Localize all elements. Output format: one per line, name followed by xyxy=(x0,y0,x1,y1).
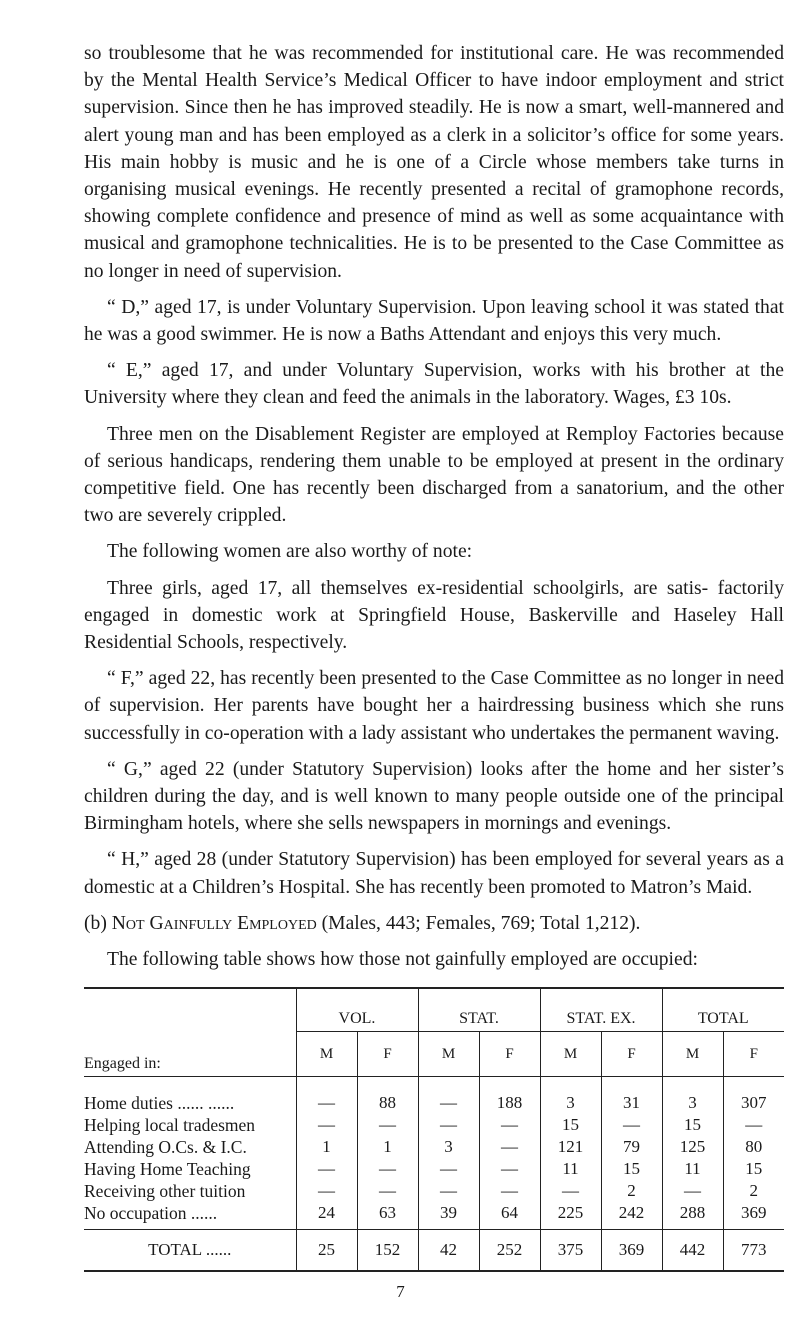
table-cell: 88 xyxy=(357,1077,418,1114)
sub-header: M xyxy=(418,1032,479,1077)
table-cell: 3 xyxy=(540,1077,601,1114)
table-cell: 225 xyxy=(540,1201,601,1230)
table-cell: 11 xyxy=(540,1157,601,1179)
sub-header: M xyxy=(296,1032,357,1077)
row-label: Home duties ...... ...... xyxy=(84,1077,296,1114)
total-cell: 442 xyxy=(662,1230,723,1272)
document-page xyxy=(84,40,784,1272)
total-row xyxy=(84,1230,784,1272)
table-cell: 63 xyxy=(357,1201,418,1230)
table-cell: 15 xyxy=(540,1113,601,1135)
paragraph-d: “ D,” aged 17, is under Voluntary Supervision. Upon leaving school it was stated that he was a good swimmer. He is now a Baths Attendant and enjoys this very much. xyxy=(84,296,784,346)
paragraph-three-girls: Three girls, aged 17, all themselves ex-residential schoolgirls, are satis- factorily engaged in domestic work at Springfield House, Baskerville and Haseley Hall Residential Schools, respectively. xyxy=(84,577,784,654)
table-row xyxy=(84,1113,784,1135)
row-label: Helping local tradesmen xyxy=(84,1115,256,1136)
table-cell: 11 xyxy=(662,1157,723,1179)
table-cell: 2 xyxy=(601,1179,662,1201)
table-row xyxy=(84,1135,784,1157)
paragraph-remploy: Three men on the Disablement Register are employed at Remploy Factories because of serious handicaps, rendering them unable to be employed at present in the ordinary competitive field. One has recently been discharged from a sanatorium, and the other two are severely crippled. xyxy=(84,423,784,527)
table-cell: — xyxy=(479,1179,540,1201)
paragraph-women-intro: The following women are also worthy of note: xyxy=(107,541,473,563)
paragraph-f: “ F,” aged 22, has recently been presented to the Case Committee as no longer in need of supervision. Her parents have bought her a hairdressing business which she runs successfully in co-operation with a lady assistant who undertakes the permanent waving. xyxy=(84,668,784,744)
table-cell: — xyxy=(418,1113,479,1135)
table-cell: — xyxy=(601,1113,662,1135)
table-cell: — xyxy=(418,1179,479,1201)
sub-header: F xyxy=(479,1032,540,1077)
table-intro: The following table shows how those not gainfully employed are occupied: xyxy=(107,949,698,971)
section-prefix: (b) xyxy=(84,912,112,934)
table-cell: — xyxy=(479,1135,540,1157)
table-cell: — xyxy=(357,1157,418,1179)
paragraph-h: “ H,” aged 28 (under Statutory Supervision) has been employed for several years as a domestic at a Children’s Hospital. She has recently been promoted to Matron’s Maid. xyxy=(84,849,784,898)
table-cell: — xyxy=(540,1179,601,1201)
table-row xyxy=(84,1157,784,1179)
table-cell: 31 xyxy=(601,1077,662,1114)
table-cell: 242 xyxy=(601,1201,662,1230)
table-cell: — xyxy=(296,1077,357,1114)
total-cell: 369 xyxy=(601,1230,662,1272)
table-cell: — xyxy=(296,1113,357,1135)
table-row xyxy=(84,1077,784,1114)
table-cell: 121 xyxy=(540,1135,601,1157)
table-cell: 1 xyxy=(357,1135,418,1157)
table-row xyxy=(84,1179,784,1201)
group-header-stat-ex: STAT. EX. xyxy=(540,988,662,1032)
group-header-vol: VOL. xyxy=(296,988,418,1032)
table-cell: 3 xyxy=(418,1135,479,1157)
table-cell: 125 xyxy=(662,1135,723,1157)
sub-header: M xyxy=(540,1032,601,1077)
row-label: No occupation ...... xyxy=(84,1203,218,1224)
group-header-stat: STAT. xyxy=(418,988,540,1032)
table-cell: 2 xyxy=(723,1179,784,1201)
occupation-table xyxy=(84,987,784,1272)
table-cell: 15 xyxy=(662,1113,723,1135)
page-number: 7 xyxy=(396,1282,405,1301)
table-cell: 3 xyxy=(662,1077,723,1114)
table-cell: 24 xyxy=(296,1201,357,1230)
table-cell: — xyxy=(479,1113,540,1135)
table-cell: 288 xyxy=(662,1201,723,1230)
paragraph-continuation: so troublesome that he was recommended for institutional care. He was recommended by the Mental Health Service’s Medical Officer to have indoor employment and strict supervision. Since then he has improved steadily. He is now a smart, well-mannered and alert young man and has been employed as a clerk in a solicitor’s office for some years. His main hobby is music and he is one of a Circle whose members take turns in organising musical evenings. He recently presented a recital of gramophone records, showing complete confidence and presence of mind as well as some acquaintance with musical and gramophone technicalities. He is to be presented to the Case Committee as no longer in need of supervision. xyxy=(84,43,784,282)
table-cell: 64 xyxy=(479,1201,540,1230)
row-label: Attending O.Cs. & I.C. xyxy=(84,1137,247,1158)
table-cell: — xyxy=(296,1179,357,1201)
table-cell: 307 xyxy=(723,1077,784,1114)
table-cell: 80 xyxy=(723,1135,784,1157)
sub-header: F xyxy=(723,1032,784,1077)
section-heading xyxy=(84,910,784,937)
sub-header: F xyxy=(357,1032,418,1077)
total-cell: 773 xyxy=(723,1230,784,1272)
row-header: Engaged in: xyxy=(84,988,296,1077)
row-label: Having Home Teaching xyxy=(84,1159,251,1180)
paragraph-e: “ E,” aged 17, and under Voluntary Supervision, works with his brother at the University where they clean and feed the animals in the laboratory. Wages, £3 10s. xyxy=(84,360,784,409)
table-cell: 15 xyxy=(723,1157,784,1179)
table-cell: 39 xyxy=(418,1201,479,1230)
table-cell: — xyxy=(479,1157,540,1179)
section-title: Not Gainfully Employed xyxy=(111,912,317,934)
table-cell: — xyxy=(662,1179,723,1201)
row-label: Receiving other tuition xyxy=(84,1181,246,1202)
total-cell: 42 xyxy=(418,1230,479,1272)
table-cell: — xyxy=(418,1077,479,1114)
total-cell: 375 xyxy=(540,1230,601,1272)
table-cell: 79 xyxy=(601,1135,662,1157)
table-cell: 188 xyxy=(479,1077,540,1114)
total-label: TOTAL ...... xyxy=(84,1230,296,1272)
sub-header: F xyxy=(601,1032,662,1077)
paragraph-g: “ G,” aged 22 (under Statutory Supervision) looks after the home and her sister’s children during the day, and is well known to many people outside one of the principal Birmingham hotels, where she sells newspapers in mornings and evenings. xyxy=(84,758,784,835)
table-cell: 1 xyxy=(296,1135,357,1157)
table-cell: — xyxy=(418,1157,479,1179)
table-row xyxy=(84,1201,784,1230)
sub-header: M xyxy=(662,1032,723,1077)
table-cell: — xyxy=(357,1179,418,1201)
group-header-total: TOTAL xyxy=(662,988,784,1032)
total-cell: 252 xyxy=(479,1230,540,1272)
section-suffix: (Males, 443; Females, 769; Total 1,212). xyxy=(316,912,641,934)
total-cell: 25 xyxy=(296,1230,357,1272)
total-cell: 152 xyxy=(357,1230,418,1272)
table-cell: — xyxy=(723,1113,784,1135)
table-cell: — xyxy=(296,1157,357,1179)
table-cell: — xyxy=(357,1113,418,1135)
table-cell: 369 xyxy=(723,1201,784,1230)
table-cell: 15 xyxy=(601,1157,662,1179)
